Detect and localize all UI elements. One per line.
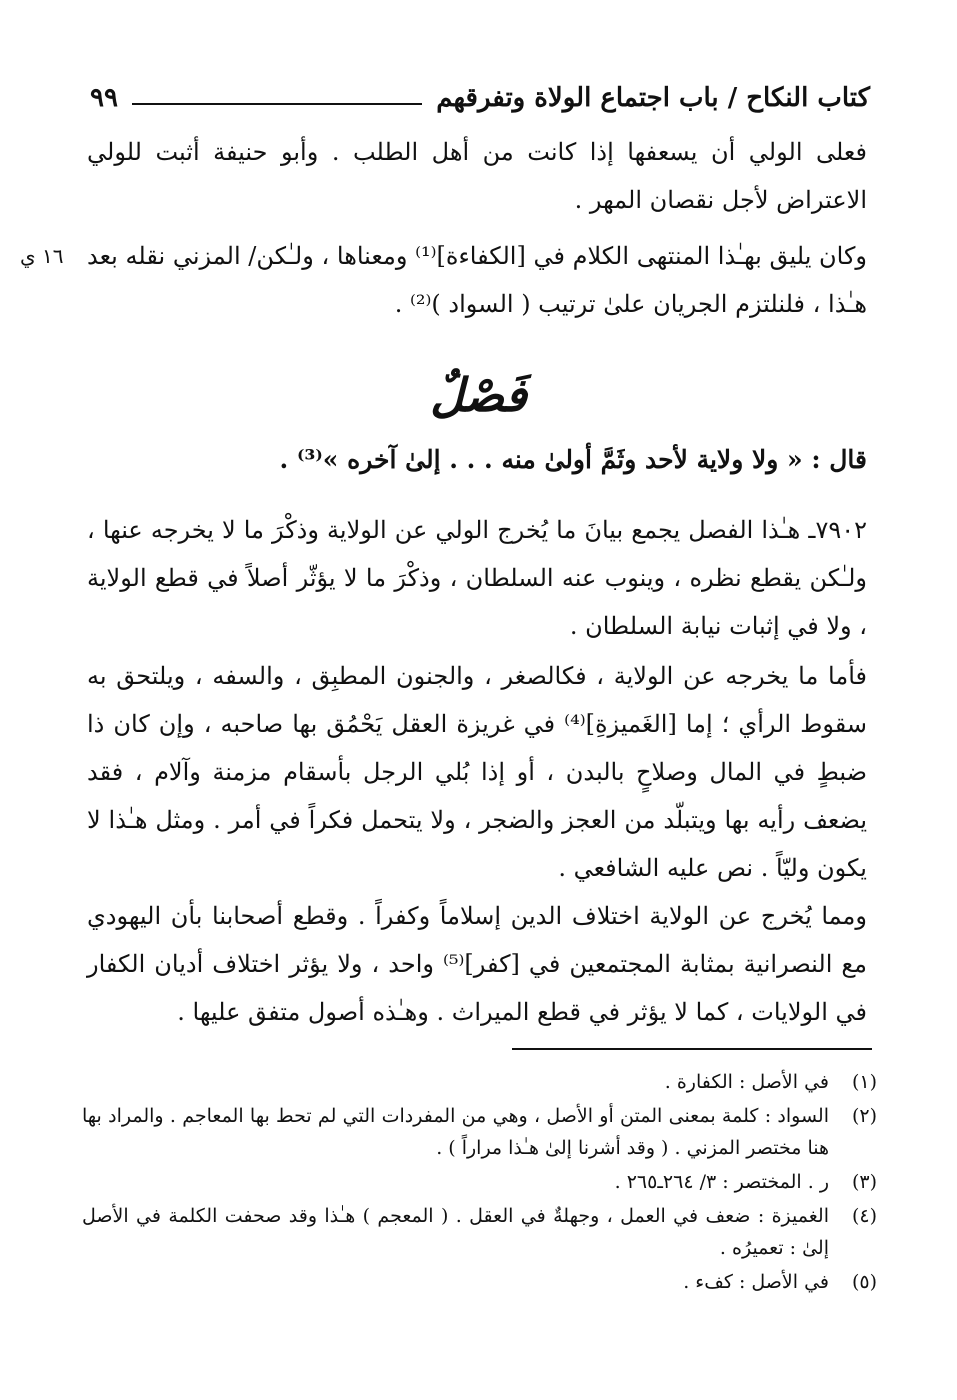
section-ornament-text: فَصْلٌ <box>430 368 527 422</box>
footnote <box>82 1166 877 1198</box>
footnote-text: في الأصل : الكفارة . <box>664 1071 829 1093</box>
footnote <box>82 1066 877 1098</box>
footnote-text: ر . المختصر : ٣/ ٢٦٤ـ٢٦٥ . <box>614 1171 829 1193</box>
footnote-number: (١) <box>851 1071 877 1093</box>
paragraph-2 <box>87 232 867 328</box>
footnote-text: السواد : كلمة بمعنى المتن أو الأصل ، وهي من المفردات التي لم تحط بها المعاجم . والمراد بها هنا مختصر المزني . ( وقد أشرنا إلىٰ هـٰذا مراراً ) . <box>82 1105 829 1159</box>
paragraph-1 <box>87 128 867 224</box>
chapter-title: كتاب النكاح / باب اجتماع الولاة وتفرقهم <box>436 83 870 113</box>
paragraph-2-text: وكان يليق بهـٰذا المنتهى الكلام في [الكفاءة]⁽¹⁾ ومعناها ، ولـٰكن/ المزني نقله بعد هـٰذا ، فلنلتزم الجريان علىٰ ترتيب ( السواد )⁽²⁾ . <box>87 242 867 318</box>
footnote <box>82 1100 877 1164</box>
page-number: ٩٩ <box>90 83 118 113</box>
quoted-text: قال : « ولا ولاية لأحد وثَمَّ أولىٰ منه . . . إلىٰ آخره »⁽³⁾ . <box>279 445 867 474</box>
footnotes <box>82 1066 877 1300</box>
body-paragraph-3 <box>87 892 867 1036</box>
running-header <box>90 78 870 118</box>
body-paragraph-1-text: ٧٩٠٢ـ هـٰذا الفصل يجمع بيانَ ما يُخرج الولي عن الولاية وذكْرَ ما لا يخرجه عنها ، ولـٰكن يقطع نظره ، وينوب عنه السلطان ، وذكْرَ ما لا يؤثّر أصلاً في قطع الولاية ، ولا في إثبات نيابة السلطان . <box>87 516 867 640</box>
footnote <box>82 1266 877 1298</box>
body-paragraph-2-text: فأما ما يخرجه عن الولاية ، فكالصغر ، والجنون المطبِق ، والسفه ، ويلتحق به سقوط الرأي ؛ إما [الغَميزةِ]⁽⁴⁾ في غريزة العقل يَحْمُق بها صاحبه ، وإن كان ذا ضبطٍ في المال وصلاحٍ بالبدن ، أو إذا بُلي الرجل بأسقام مزمنة وآلام ، فقد يضعف رأيه بها ويتبلّد من العجز والضجر ، ولا يتحمل فكراً في أمر . ومثل هـٰذا لا يكون وليّاً . نص عليه الشافعي . <box>87 662 867 882</box>
margin-folio-note: ١٦ ي <box>20 244 64 268</box>
footnote-number: (٢) <box>851 1105 877 1127</box>
footnote <box>82 1200 877 1264</box>
header-rule <box>132 103 422 105</box>
footnote-number: (٥) <box>851 1271 877 1293</box>
footnote-text: في الأصل : كفء . <box>683 1271 829 1293</box>
body-paragraph-3-text: ومما يُخرج عن الولاية اختلاف الدين إسلاماً وكفراً . وقطع أصحابنا بأن اليهودي مع النصرانية بمثابة المجتمعين في [كفر]⁽⁵⁾ واحد ، ولا يؤثر اختلاف أديان الكفار في الولايات ، كما لا يؤثر في قطع الميراث . وهـٰذه أصول متفق عليها . <box>87 902 867 1026</box>
footnote-separator <box>512 1048 872 1050</box>
body-paragraph-1 <box>87 506 867 650</box>
footnote-number: (٣) <box>851 1171 877 1193</box>
footnote-number: (٤) <box>851 1205 877 1227</box>
footnote-text: الغميزة : ضعف في العمل ، وجهلةٌ في العقل . ( المعجم ) هـٰذا وقد صحفت الكلمة في الأصل إلىٰ : تعميرُه . <box>82 1205 829 1259</box>
paragraph-1-text: فعلى الولي أن يسعفها إذا كانت من أهل الطلب . وأبو حنيفة أثبت للولي الاعتراض لأجل نقصان المهر . <box>87 138 867 214</box>
body-paragraph-2 <box>87 652 867 892</box>
section-ornament <box>0 368 957 422</box>
